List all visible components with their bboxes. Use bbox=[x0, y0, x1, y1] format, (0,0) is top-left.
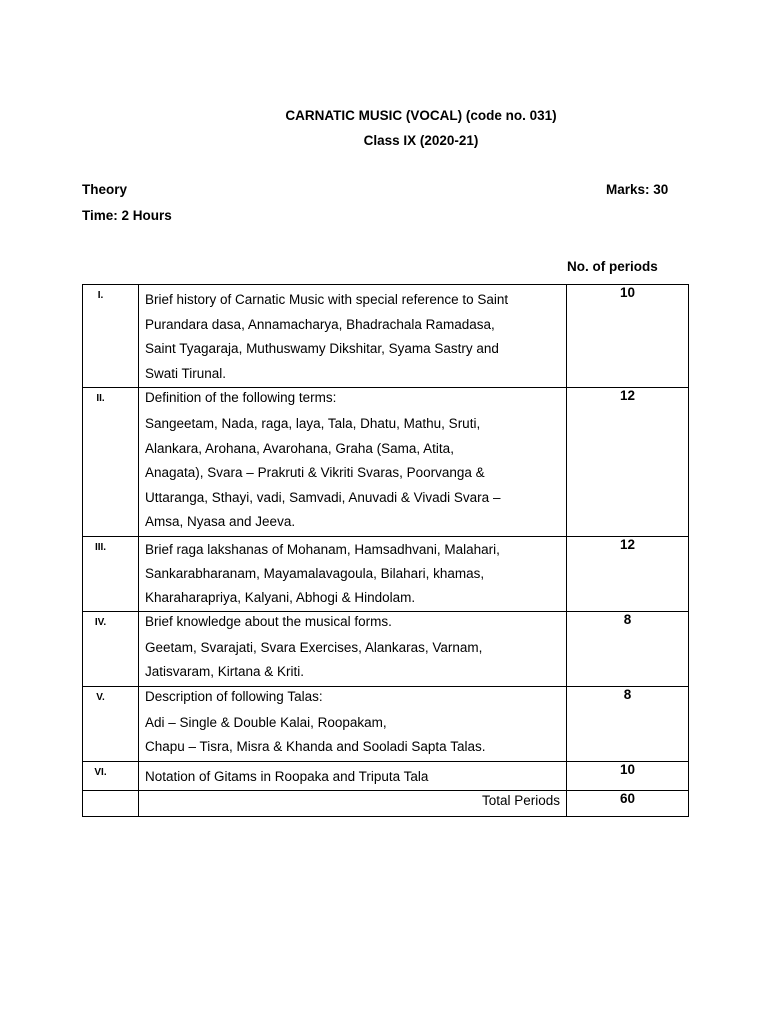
theory-label: Theory bbox=[82, 182, 128, 197]
row-number: IV. bbox=[83, 611, 139, 686]
description-lead: Definition of the following terms: bbox=[145, 390, 337, 405]
total-row bbox=[83, 791, 689, 817]
description-line: Uttaranga, Sthayi, vadi, Samvadi, Anuvadi & Vivadi Svara – bbox=[145, 489, 501, 505]
description-line: Geetam, Svarajati, Svara Exercises, Alankaras, Varnam, bbox=[145, 639, 483, 655]
row-number: V. bbox=[83, 686, 139, 761]
document-title: CARNATIC MUSIC (VOCAL) (code no. 031) bbox=[285, 108, 557, 123]
row-description bbox=[139, 285, 567, 388]
description-line: Brief history of Carnatic Music with special reference to Saint bbox=[145, 292, 509, 307]
description-line: Sankarabharanam, Mayamalavagoula, Bilahari, khamas, bbox=[145, 565, 485, 581]
table-row bbox=[83, 388, 689, 537]
row-description bbox=[139, 388, 567, 537]
row-number: III. bbox=[83, 536, 139, 611]
description-line: Notation of Gitams in Roopaka and Triputa Tala bbox=[145, 768, 429, 784]
description-line: Saint Tyagaraja, Muthuswamy Dikshitar, Syama Sastry and bbox=[145, 341, 499, 356]
description-line: Adi – Single & Double Kalai, Roopakam, bbox=[145, 714, 387, 730]
row-description bbox=[139, 686, 567, 761]
row-description bbox=[139, 536, 567, 611]
total-label: Total Periods bbox=[139, 791, 567, 817]
description-line: Amsa, Nyasa and Jeeva. bbox=[145, 514, 296, 529]
description-line: Brief raga lakshanas of Mohanam, Hamsadhvani, Malahari, bbox=[145, 541, 500, 557]
description-line: Chapu – Tisra, Misra & Khanda and Sooladi Sapta Talas. bbox=[145, 739, 486, 754]
document-subtitle: Class IX (2020-21) bbox=[363, 133, 479, 148]
row-number: II. bbox=[83, 388, 139, 537]
table-row bbox=[83, 686, 689, 761]
total-empty-cell bbox=[83, 791, 139, 817]
row-number: I. bbox=[83, 285, 139, 388]
row-number: VI. bbox=[83, 761, 139, 791]
row-periods: 10 bbox=[567, 285, 689, 388]
row-periods: 8 bbox=[567, 611, 689, 686]
row-periods: 10 bbox=[567, 761, 689, 791]
row-periods: 12 bbox=[567, 388, 689, 537]
description-lead: Description of following Talas: bbox=[145, 688, 323, 704]
description-lead: Brief knowledge about the musical forms. bbox=[145, 613, 392, 629]
time-label: Time: 2 Hours bbox=[82, 208, 172, 223]
description-line: Sangeetam, Nada, raga, laya, Tala, Dhatu, Mathu, Sruti, bbox=[145, 416, 481, 431]
marks-label: Marks: 30 bbox=[606, 182, 669, 197]
periods-heading: No. of periods bbox=[567, 259, 658, 274]
row-periods: 12 bbox=[567, 536, 689, 611]
description-line: Alankara, Arohana, Avarohana, Graha (Sama, Atita, bbox=[145, 440, 454, 456]
description-line: Swati Tirunal. bbox=[145, 365, 227, 381]
description-line: Purandara dasa, Annamacharya, Bhadrachala Ramadasa, bbox=[145, 316, 495, 332]
table-row bbox=[83, 761, 689, 791]
table-row bbox=[83, 611, 689, 686]
description-line: Jatisvaram, Kirtana & Kriti. bbox=[145, 664, 305, 679]
table-row bbox=[83, 536, 689, 611]
description-line: Kharaharapriya, Kalyani, Abhogi & Hindolam. bbox=[145, 589, 416, 605]
table-row bbox=[83, 285, 689, 388]
row-description bbox=[139, 611, 567, 686]
total-value: 60 bbox=[567, 791, 689, 817]
description-line: Anagata), Svara – Prakruti & Vikriti Svaras, Poorvanga & bbox=[145, 465, 485, 480]
row-description bbox=[139, 761, 567, 791]
row-periods: 8 bbox=[567, 686, 689, 761]
syllabus-table bbox=[82, 284, 689, 817]
